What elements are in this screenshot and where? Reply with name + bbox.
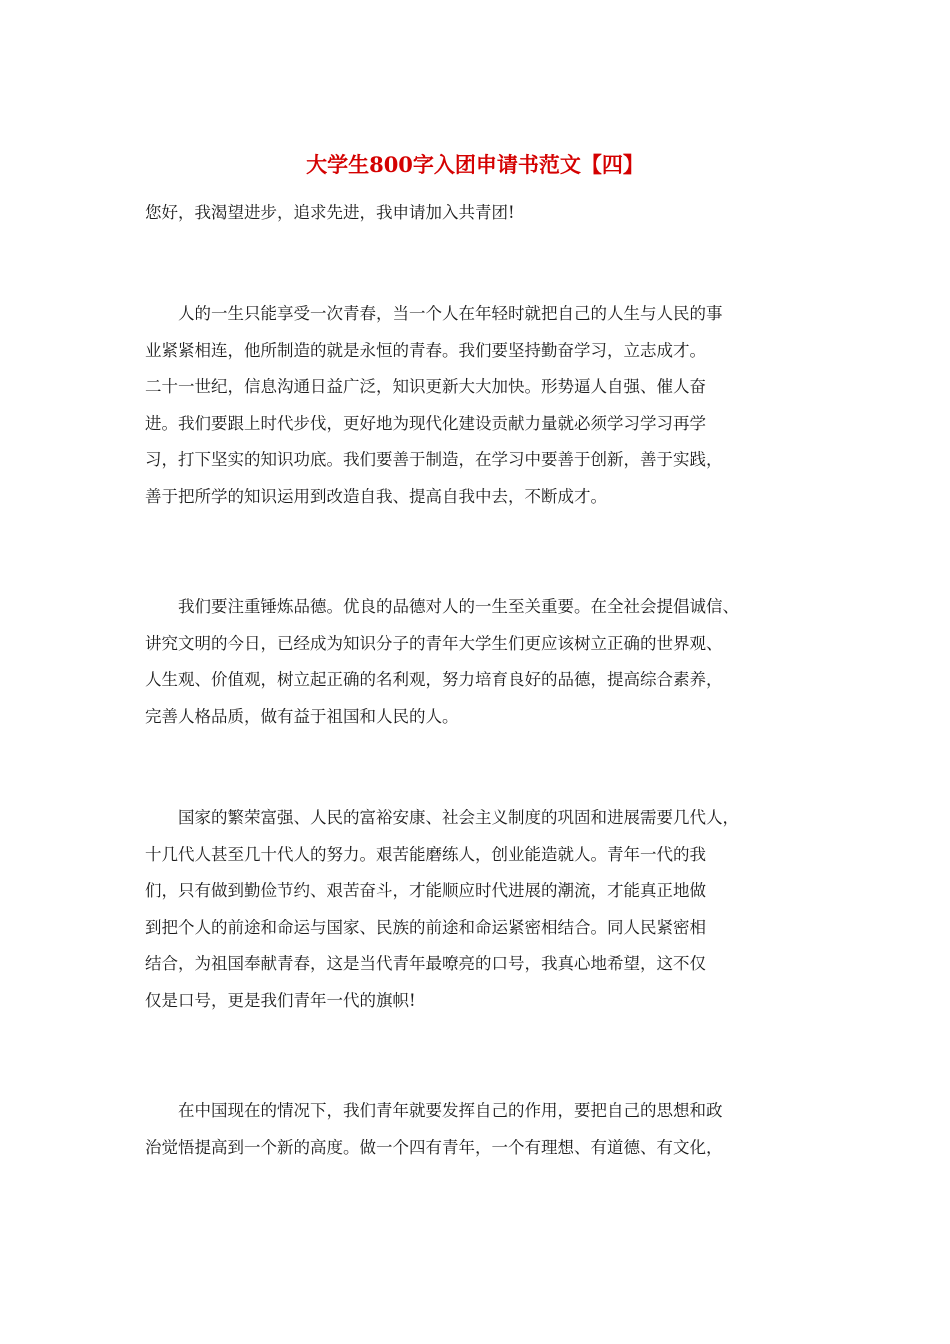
document-title: 大学生800字入团申请书范文【四】 xyxy=(306,152,644,177)
paragraph-line: 们，只有做到勤俭节约、艰苦奋斗，才能顺应时代进展的潮流，才能真正地做 xyxy=(145,881,706,901)
paragraph-line: 在中国现在的情况下，我们青年就要发挥自己的作用，要把自己的思想和政 xyxy=(145,1101,723,1120)
paragraph-line: 到把个人的前途和命运与国家、民族的前途和命运紧密相结合。同人民紧密相 xyxy=(145,917,706,937)
paragraph-line: 结合，为祖国奉献青春，这是当代青年最嘹亮的口号，我真心地希望，这不仅 xyxy=(145,954,706,974)
paragraph-line: 治觉悟提高到一个新的高度。做一个四有青年，一个有理想、有道德、有文化， xyxy=(145,1137,723,1157)
paragraph-line: 完善人格品质，做有益于祖国和人民的人。 xyxy=(145,706,459,726)
paragraph-line: 二十一世纪，信息沟通日益广泛，知识更新大大加快。形势逼人自强、催人奋 xyxy=(145,377,706,397)
paragraph-line: 业紧紧相连，他所制造的就是永恒的青春。我们要坚持勤奋学习，立志成才。 xyxy=(145,340,706,360)
paragraph-4 xyxy=(145,1093,815,1166)
paragraph-3 xyxy=(145,800,815,1020)
paragraph-line: 国家的繁荣富强、人民的富裕安康、社会主义制度的巩固和进展需要几代人， xyxy=(145,808,739,827)
paragraph-line: 人生观、价值观，树立起正确的名利观，努力培育良好的品德，提高综合素养， xyxy=(145,670,723,690)
paragraph-line: 人的一生只能享受一次青春，当一个人在年轻时就把自己的人生与人民的事 xyxy=(145,304,723,323)
greeting-line: 您好，我渴望进步，追求先进，我申请加入共青团! xyxy=(145,203,515,222)
paragraph-line: 仅是口号，更是我们青年一代的旗帜! xyxy=(145,990,416,1010)
paragraph-line: 善于把所学的知识运用到改造自我、提高自我中去，不断成才。 xyxy=(145,486,607,506)
paragraph-line: 讲究文明的今日，已经成为知识分子的青年大学生们更应该树立正确的世界观、 xyxy=(145,633,723,653)
paragraph-line: 习，打下坚实的知识功底。我们要善于制造，在学习中要善于创新，善于实践， xyxy=(145,450,723,470)
paragraph-1 xyxy=(145,296,815,516)
paragraph-line: 进。我们要跟上时代步伐，更好地为现代化建设贡献力量就必须学习学习再学 xyxy=(145,413,706,433)
paragraph-2 xyxy=(145,589,815,735)
paragraph-line: 十几代人甚至几十代人的努力。艰苦能磨练人，创业能造就人。青年一代的我 xyxy=(145,844,706,864)
paragraph-line: 我们要注重锤炼品德。优良的品德对人的一生至关重要。在全社会提倡诚信、 xyxy=(145,597,739,616)
